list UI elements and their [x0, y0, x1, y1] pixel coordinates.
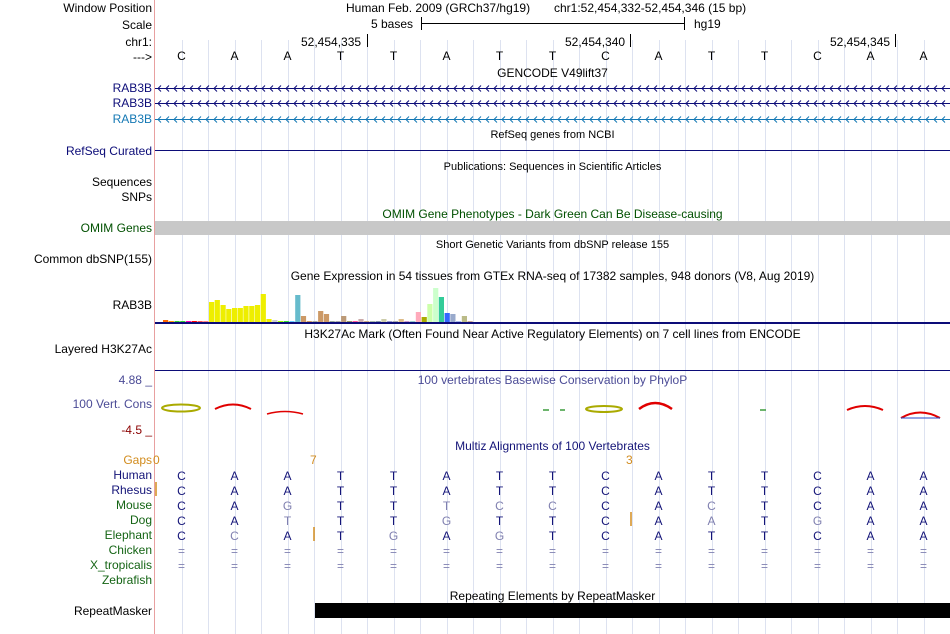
publications-title: Publications: Sequences in Scientific Articles — [443, 161, 662, 173]
gencode-track-label-2[interactable]: RAB3B — [112, 96, 152, 110]
base-letter: A — [866, 49, 875, 63]
alignment-base: T — [548, 514, 557, 528]
alignment-base: = — [389, 559, 398, 573]
species-mouse-label: Mouse — [115, 498, 152, 512]
alignment-base: T — [336, 469, 345, 483]
alignment-base: C — [601, 514, 610, 528]
alignment-base: C — [813, 484, 822, 498]
refseq-curated-label[interactable]: RefSeq Curated — [65, 144, 152, 158]
alignment-base: G — [441, 514, 452, 528]
h3k27ac-title: H3K27Ac Mark (Often Found Near Active Regulatory Elements) on 7 cell lines from ENCODE — [304, 327, 801, 341]
alignment-base: = — [442, 544, 451, 558]
alignment-base: = — [283, 544, 292, 558]
alignment-base: = — [760, 544, 769, 558]
alignment-base: = — [654, 559, 663, 573]
alignment-base: A — [866, 529, 875, 543]
alignment-base: T — [389, 484, 398, 498]
alignment-base: A — [866, 499, 875, 513]
alignment-base: = — [707, 559, 716, 573]
alignment-base: A — [442, 484, 451, 498]
alignment-base: = — [336, 544, 345, 558]
alignment-base: C — [177, 499, 186, 513]
alignment-base: = — [548, 559, 557, 573]
alignment-base: = — [601, 544, 610, 558]
base-letter: A — [919, 49, 928, 63]
alignment-base: T — [336, 514, 345, 528]
gencode-title: GENCODE V49lift37 — [497, 66, 608, 80]
alignment-base: A — [866, 484, 875, 498]
phylop-title: 100 vertebrates Basewise Conservation by PhyloP — [417, 373, 688, 387]
omim-genes-label[interactable]: OMIM Genes — [80, 221, 152, 235]
alignment-base: C — [813, 529, 822, 543]
alignment-base: T — [760, 499, 769, 513]
alignment-base: = — [495, 559, 504, 573]
layered-h3k27ac-label[interactable]: Layered H3K27Ac — [54, 342, 152, 356]
alignment-base: A — [866, 514, 875, 528]
alignment-base: G — [494, 529, 505, 543]
common-dbsnp-label[interactable]: Common dbSNP(155) — [33, 252, 152, 266]
alignment-base: T — [442, 499, 451, 513]
base-letter: T — [707, 49, 716, 63]
alignment-base: A — [654, 499, 663, 513]
alignment-base: T — [336, 484, 345, 498]
repeat-element-bar[interactable] — [315, 603, 950, 618]
alignment-base: G — [388, 529, 399, 543]
alignment-base: T — [707, 469, 716, 483]
scale-label: Scale — [121, 18, 152, 32]
alignment-base: = — [495, 544, 504, 558]
scale-db: hg19 — [694, 17, 721, 31]
base-letter: T — [389, 49, 398, 63]
alignment-base: A — [919, 484, 928, 498]
alignment-base: A — [654, 529, 663, 543]
scale-text: 5 bases — [371, 17, 414, 31]
alignment-base: C — [548, 499, 557, 513]
alignment-base: = — [230, 544, 239, 558]
phylop-max-label: 4.88 _ — [118, 373, 152, 387]
base-letter: A — [230, 49, 239, 63]
alignment-base: C — [813, 469, 822, 483]
alignment-base: C — [601, 499, 610, 513]
alignment-base: C — [601, 484, 610, 498]
alignment-base: T — [336, 499, 345, 513]
alignment-base: A — [442, 469, 451, 483]
alignment-base: C — [601, 469, 610, 483]
alignment-base: T — [283, 514, 292, 528]
base-letter: C — [813, 49, 822, 63]
base-letter: T — [760, 49, 769, 63]
alignment-base: A — [707, 514, 716, 528]
alignment-base: A — [654, 469, 663, 483]
gencode-track-label-1[interactable]: RAB3B — [112, 81, 152, 95]
coordinate-tick-1: 52,454,335 — [301, 35, 362, 49]
vert-cons-label[interactable]: 100 Vert. Cons — [72, 397, 152, 411]
alignment-base: T — [548, 484, 557, 498]
alignment-base: = — [601, 559, 610, 573]
alignment-base: = — [548, 544, 557, 558]
alignment-base: A — [283, 529, 292, 543]
position-title: chr1:52,454,332-52,454,346 (15 bp) — [554, 1, 747, 15]
alignment-base: = — [230, 559, 239, 573]
alignment-base: C — [177, 514, 186, 528]
base-letter: T — [548, 49, 557, 63]
alignment-base: = — [654, 544, 663, 558]
alignment-base: C — [177, 529, 186, 543]
alignment-base: = — [177, 559, 186, 573]
species-dog-label: Dog — [129, 513, 152, 527]
alignment-base: A — [919, 469, 928, 483]
alignment-base: T — [389, 499, 398, 513]
alignment-base: = — [813, 544, 822, 558]
alignment-base: T — [707, 529, 716, 543]
alignment-base: T — [707, 484, 716, 498]
gap-count-1: 0 — [153, 453, 160, 467]
base-letter: C — [177, 49, 186, 63]
coordinate-tick-2: 52,454,340 — [565, 35, 626, 49]
alignment-base: T — [760, 469, 769, 483]
refseq-title: RefSeq genes from NCBI — [490, 129, 615, 141]
alignment-base: T — [760, 514, 769, 528]
species-elephant-label: Elephant — [104, 528, 152, 542]
alignment-base: = — [866, 544, 875, 558]
alignment-base: C — [813, 499, 822, 513]
species-human-label: Human — [113, 468, 152, 482]
alignment-base: = — [707, 544, 716, 558]
alignment-base: = — [283, 559, 292, 573]
alignment-base: C — [230, 529, 239, 543]
species-rhesus-label: Rhesus — [111, 483, 152, 497]
alignment-base: T — [389, 469, 398, 483]
alignment-base: = — [336, 559, 345, 573]
base-letter: C — [601, 49, 610, 63]
alignment-base: C — [177, 484, 186, 498]
alignment-base: A — [866, 469, 875, 483]
alignment-base: C — [707, 499, 716, 513]
gap-count-2: 7 — [310, 453, 317, 467]
alignment-base: G — [282, 499, 293, 513]
alignment-base: A — [230, 469, 239, 483]
alignment-base: C — [495, 499, 504, 513]
alignment-gap-marks — [155, 0, 950, 545]
genome-browser-image[interactable] — [155, 0, 950, 634]
gtex-title: Gene Expression in 54 tissues from GTEx RNA-seq of 17382 samples, 948 donors (V8, Aug 2019) — [290, 269, 815, 283]
base-letter: T — [495, 49, 504, 63]
alignment-base: C — [601, 529, 610, 543]
gtex-rab3b-label[interactable]: RAB3B — [112, 298, 152, 312]
alignment-base: = — [919, 544, 928, 558]
alignment-base: C — [177, 469, 186, 483]
gap-count-3: 3 — [626, 453, 633, 467]
alignment-base: T — [336, 529, 345, 543]
alignment-base: A — [230, 514, 239, 528]
dbsnp-title: Short Genetic Variants from dbSNP release 155 — [435, 239, 670, 251]
alignment-base: T — [760, 529, 769, 543]
phylop-min-label: -4.5 _ — [121, 423, 152, 437]
strand-label: ---> — [133, 50, 152, 64]
alignment-base: T — [548, 469, 557, 483]
alignment-base: = — [866, 559, 875, 573]
alignment-base: G — [812, 514, 823, 528]
alignment-base: A — [919, 529, 928, 543]
alignment-base: A — [919, 514, 928, 528]
alignment-base: = — [813, 559, 822, 573]
repeatmasker-label[interactable]: RepeatMasker — [73, 604, 152, 618]
window-position-label: Window Position — [63, 1, 152, 15]
base-letter: A — [442, 49, 451, 63]
alignment-base: = — [919, 559, 928, 573]
assembly-title: Human Feb. 2009 (GRCh37/hg19) — [346, 1, 531, 15]
snps-label[interactable]: SNPs — [121, 190, 152, 204]
alignment-base: = — [177, 544, 186, 558]
gencode-track-label-3[interactable]: RAB3B — [112, 112, 152, 126]
alignment-base: A — [230, 484, 239, 498]
track-labels-panel — [0, 0, 154, 634]
repeatmasker-title: Repeating Elements by RepeatMasker — [449, 589, 656, 603]
species-xtropicalis-label: X_tropicalis — [89, 558, 152, 572]
gaps-label: Gaps — [123, 453, 152, 467]
alignment-base: A — [442, 529, 451, 543]
chrom-label: chr1: — [125, 35, 152, 49]
alignment-base: A — [654, 514, 663, 528]
alignment-base: T — [495, 514, 504, 528]
alignment-base: A — [919, 499, 928, 513]
multiz-title: Multiz Alignments of 100 Vertebrates — [455, 439, 650, 453]
alignment-base: A — [283, 469, 292, 483]
alignment-base: = — [760, 559, 769, 573]
base-letter: T — [336, 49, 345, 63]
alignment-base: A — [654, 484, 663, 498]
base-letter: A — [283, 49, 292, 63]
sequences-label[interactable]: Sequences — [91, 175, 152, 189]
omim-title: OMIM Gene Phenotypes - Dark Green Can Be Disease-causing — [382, 207, 723, 221]
alignment-base: = — [389, 544, 398, 558]
alignment-base: A — [230, 499, 239, 513]
alignment-base: T — [548, 529, 557, 543]
alignment-base: = — [442, 559, 451, 573]
alignment-base: T — [389, 514, 398, 528]
base-letter: A — [654, 49, 663, 63]
alignment-base: T — [760, 484, 769, 498]
species-chicken-label: Chicken — [108, 543, 152, 557]
alignment-base: T — [495, 469, 504, 483]
alignment-base: T — [495, 484, 504, 498]
species-zebrafish-label: Zebrafish — [101, 573, 152, 587]
coordinate-tick-3: 52,454,345 — [830, 35, 891, 49]
alignment-base: A — [283, 484, 292, 498]
